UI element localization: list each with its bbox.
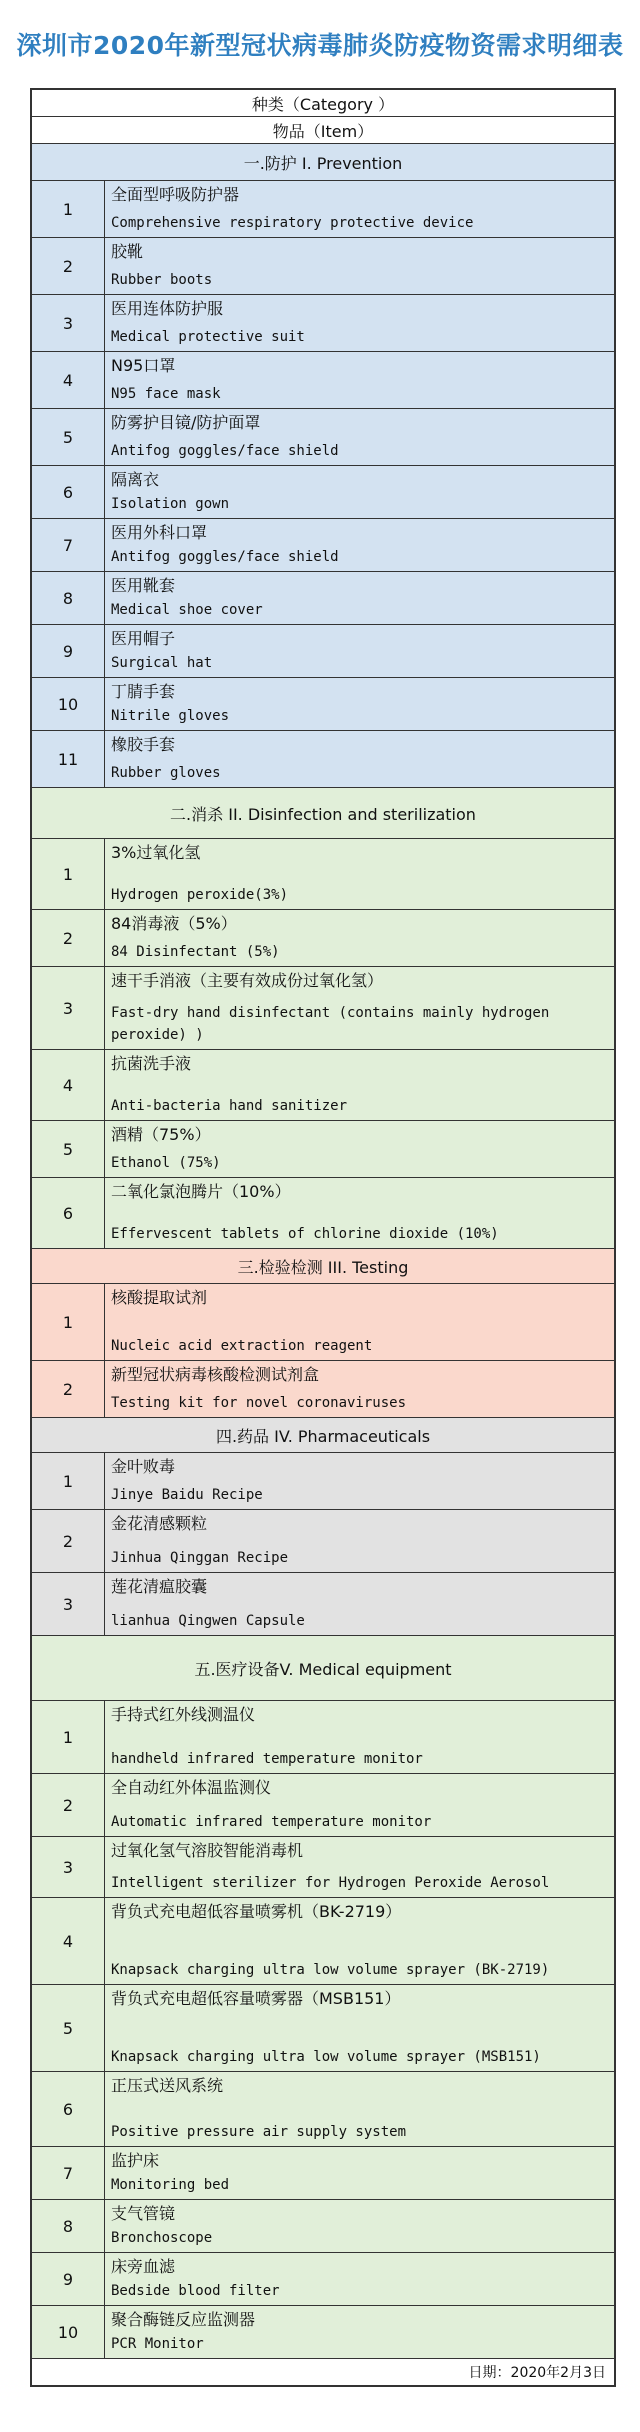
- table-row: [32, 731, 614, 788]
- item-name-en: Isolation gown: [111, 496, 230, 512]
- item-name-zh: 床旁血滤: [111, 2257, 176, 2276]
- item-name-zh: N95口罩: [111, 356, 176, 375]
- item-name-zh: 聚合酶链反应监测器: [111, 2310, 256, 2329]
- section-disinfection-header: 二.消杀 II. Disinfection and sterilization: [32, 788, 614, 839]
- row-number: 7: [32, 2147, 105, 2199]
- table-row: [32, 1453, 614, 1510]
- item-name-en: 84 Disinfectant (5%): [111, 944, 280, 960]
- table-row: [32, 2200, 614, 2253]
- category-header: 种类（Category ）: [32, 90, 614, 117]
- row-number: 11: [32, 731, 105, 787]
- item-name-en: Antifog goggles/face shield: [111, 549, 339, 565]
- item-name-zh: 手持式红外线测温仪: [111, 1705, 256, 1724]
- item-name-zh: 橡胶手套: [111, 735, 176, 754]
- row-number: 6: [32, 1178, 105, 1248]
- table-row: [32, 2253, 614, 2306]
- row-number: 2: [32, 1774, 105, 1836]
- row-number: 10: [32, 2306, 105, 2358]
- row-number: 3: [32, 967, 105, 1049]
- row-number: 9: [32, 625, 105, 677]
- table-row: [32, 1510, 614, 1573]
- item-name-zh: 医用外科口罩: [111, 523, 208, 542]
- item-name-en: Intelligent sterilizer for Hydrogen Peroxide Aerosol: [111, 1875, 550, 1891]
- table-row: [32, 625, 614, 678]
- item-name-en: Bedside blood filter: [111, 2283, 280, 2299]
- row-number: 8: [32, 572, 105, 624]
- item-name-en: PCR Monitor: [111, 2336, 204, 2352]
- row-number: 1: [32, 1284, 105, 1360]
- row-number: 5: [32, 1985, 105, 2071]
- row-number: 2: [32, 1361, 105, 1417]
- item-name-en: Bronchoscope: [111, 2230, 213, 2246]
- row-number: 5: [32, 1121, 105, 1177]
- section-medical-equipment-header: 五.医疗设备V. Medical equipment: [32, 1636, 614, 1701]
- row-number: 4: [32, 1898, 105, 1984]
- row-number: 4: [32, 1050, 105, 1120]
- table-row: [32, 1701, 614, 1774]
- row-number: 3: [32, 1837, 105, 1897]
- item-name-zh: 新型冠状病毒核酸检测试剂盒: [111, 1365, 320, 1384]
- table-row: [32, 678, 614, 731]
- item-name-en: Hydrogen peroxide(3%): [111, 887, 289, 903]
- row-number: 1: [32, 1701, 105, 1773]
- row-number: 6: [32, 466, 105, 518]
- date-stamp: 日期：2020年2月3日: [468, 2365, 606, 2381]
- table-row: [32, 1985, 614, 2072]
- table-row: [32, 519, 614, 572]
- page-title: 深圳市2020年新型冠状病毒肺炎防疫物资需求明细表: [16, 31, 624, 60]
- item-name-en: Rubber boots: [111, 272, 213, 288]
- table-row: [32, 2306, 614, 2359]
- item-name-zh: 丁腈手套: [111, 682, 176, 701]
- table-row: [32, 1837, 614, 1898]
- item-name-zh: 金花清感颗粒: [111, 1514, 208, 1533]
- section-prevention-header: 一.防护 I. Prevention: [32, 144, 614, 181]
- row-number: 3: [32, 1573, 105, 1635]
- row-number: 1: [32, 181, 105, 237]
- item-name-zh: 防雾护目镜/防护面罩: [111, 413, 261, 432]
- item-name-zh: 正压式送风系统: [111, 2076, 224, 2095]
- row-number: 8: [32, 2200, 105, 2252]
- item-name-zh: 核酸提取试剂: [111, 1288, 208, 1307]
- item-name-zh: 二氧化氯泡腾片（10%）: [111, 1182, 291, 1201]
- item-name-en: Rubber gloves: [111, 765, 221, 781]
- item-name-zh: 监护床: [111, 2151, 160, 2170]
- item-name-en: Jinhua Qinggan Recipe: [111, 1550, 289, 1566]
- table-row: [32, 1573, 614, 1636]
- table-row: [32, 2147, 614, 2200]
- table-row: [32, 839, 614, 910]
- table-row: [32, 1284, 614, 1361]
- table-row: [32, 1121, 614, 1178]
- table-row: [32, 910, 614, 967]
- section-pharmaceuticals-header: 四.药品 IV. Pharmaceuticals: [32, 1418, 614, 1453]
- table-row: [32, 2072, 614, 2147]
- table-row: [32, 967, 614, 1050]
- item-header: 物品（Item）: [32, 117, 614, 144]
- table-row: [32, 1050, 614, 1121]
- item-name-zh: 莲花清瘟胶囊: [111, 1577, 208, 1596]
- row-number: 9: [32, 2253, 105, 2305]
- row-number: 2: [32, 238, 105, 294]
- item-name-en: Nitrile gloves: [111, 708, 230, 724]
- item-name-zh: 全面型呼吸防护器: [111, 185, 240, 204]
- item-name-zh: 医用靴套: [111, 576, 176, 595]
- item-name-zh: 过氧化氢气溶胶智能消毒机: [111, 1841, 304, 1860]
- item-name-en: Comprehensive respiratory protective device: [111, 215, 474, 231]
- row-number: 6: [32, 2072, 105, 2146]
- table-row: [32, 1178, 614, 1249]
- row-number: 5: [32, 409, 105, 465]
- item-name-en: Monitoring bed: [111, 2177, 230, 2193]
- item-name-en: Ethanol (75%): [111, 1155, 221, 1171]
- table-row: [32, 238, 614, 295]
- item-name-zh: 医用连体防护服: [111, 299, 224, 318]
- item-name-en: Antifog goggles/face shield: [111, 443, 339, 459]
- item-name-en: N95 face mask: [111, 386, 221, 402]
- row-number: 7: [32, 519, 105, 571]
- item-name-en: Knapsack charging ultra low volume sprayer (MSB151): [111, 2049, 541, 2065]
- item-name-en: Positive pressure air supply system: [111, 2124, 407, 2140]
- item-name-en: Knapsack charging ultra low volume sprayer (BK-2719): [111, 1962, 550, 1978]
- item-name-zh: 背负式充电超低容量喷雾器（MSB151）: [111, 1989, 401, 2008]
- table-row: [32, 572, 614, 625]
- item-name-zh: 胶靴: [111, 242, 144, 261]
- item-name-en: Testing kit for novel coronaviruses: [111, 1395, 407, 1411]
- item-name-zh: 医用帽子: [111, 629, 176, 648]
- item-name-en: Anti-bacteria hand sanitizer: [111, 1098, 348, 1114]
- table-row: [32, 1774, 614, 1837]
- item-name-zh: 全自动红外体温监测仪: [111, 1778, 272, 1797]
- item-name-zh: 支气管镜: [111, 2204, 176, 2223]
- item-name-zh: 84消毒液（5%）: [111, 914, 237, 933]
- item-name-zh: 金叶败毒: [111, 1457, 176, 1476]
- item-name-en: Nucleic acid extraction reagent: [111, 1338, 373, 1354]
- item-name-en: Medical shoe cover: [111, 602, 263, 618]
- item-name-zh: 速干手消液（主要有效成份过氧化氢）: [111, 971, 384, 990]
- table-row: [32, 1361, 614, 1418]
- row-number: 10: [32, 678, 105, 730]
- item-name-en: Jinye Baidu Recipe: [111, 1487, 263, 1503]
- item-name-en: Effervescent tablets of chlorine dioxide (10%): [111, 1226, 499, 1242]
- item-name-en: Automatic infrared temperature monitor: [111, 1814, 432, 1830]
- table-row: [32, 466, 614, 519]
- item-name-en: Surgical hat: [111, 655, 213, 671]
- table-row: [32, 352, 614, 409]
- row-number: 4: [32, 352, 105, 408]
- table-row: [32, 295, 614, 352]
- table-row: [32, 181, 614, 238]
- item-name-zh: 酒精（75%）: [111, 1125, 211, 1144]
- item-name-en: Medical protective suit: [111, 329, 305, 345]
- row-number: 2: [32, 1510, 105, 1572]
- item-name-en: lianhua Qingwen Capsule: [111, 1613, 305, 1629]
- item-name-en: Fast-dry hand disinfectant (contains mainly hydrogen peroxide) ): [111, 1005, 550, 1043]
- row-number: 3: [32, 295, 105, 351]
- table-row: [32, 1898, 614, 1985]
- row-number: 1: [32, 1453, 105, 1509]
- item-name-en: handheld infrared temperature monitor: [111, 1751, 423, 1767]
- item-name-zh: 背负式充电超低容量喷雾机（BK-2719）: [111, 1902, 402, 1921]
- item-name-zh: 抗菌洗手液: [111, 1054, 192, 1073]
- row-number: 1: [32, 839, 105, 909]
- item-name-zh: 3%过氧化氢: [111, 843, 201, 862]
- row-number: 2: [32, 910, 105, 966]
- supplies-table: [30, 88, 616, 2387]
- item-name-zh: 隔离衣: [111, 470, 160, 489]
- table-row: [32, 409, 614, 466]
- section-testing-header: 三.检验检测 III. Testing: [32, 1249, 614, 1284]
